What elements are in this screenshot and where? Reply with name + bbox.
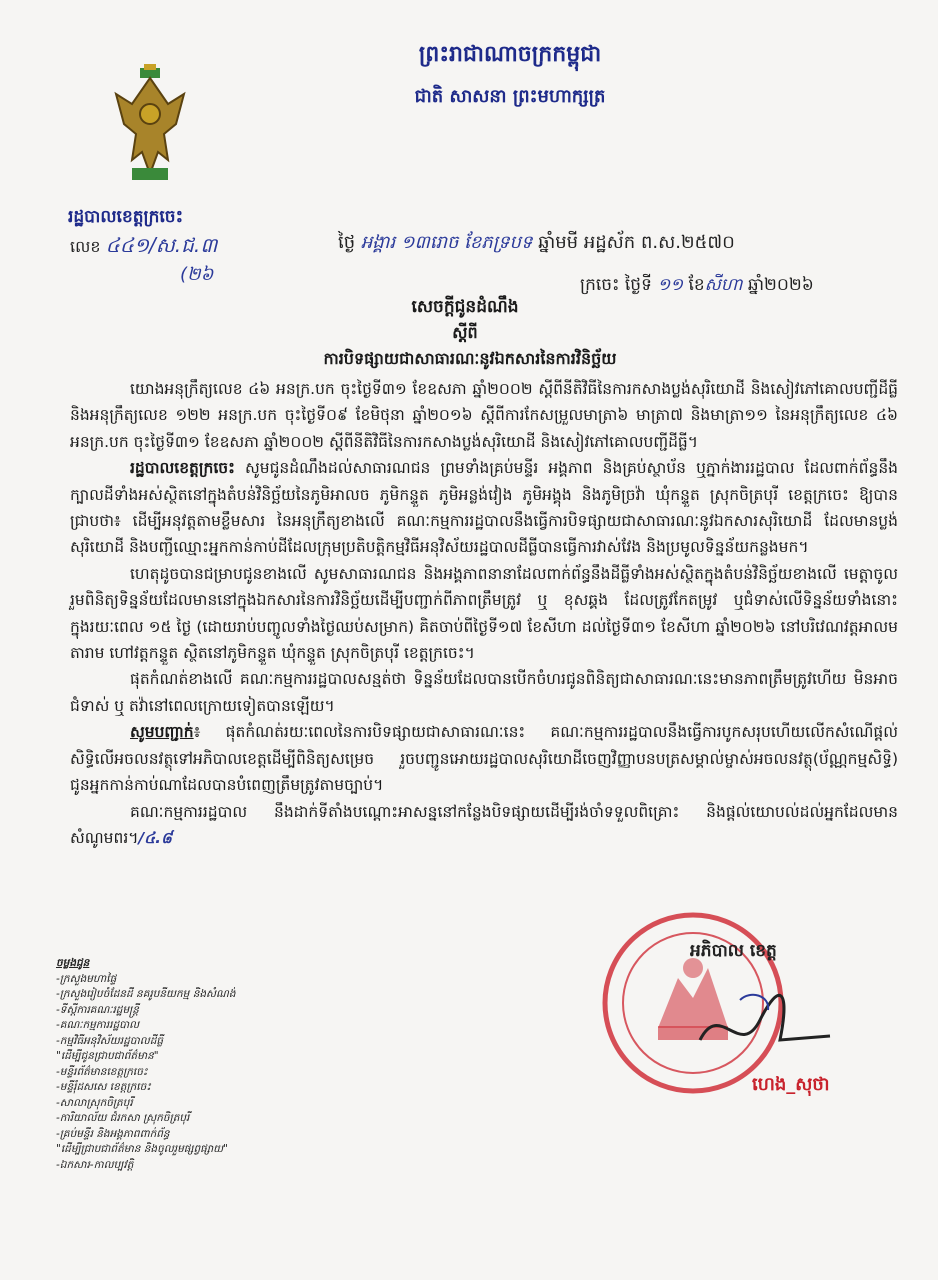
- reference-sub-handwritten: (២៦: [180, 264, 214, 285]
- reference-handwritten: ៤៤១/ស.ជ.៣: [105, 233, 218, 257]
- paragraph-5-lead: សូមបញ្ជាក់: [130, 723, 194, 742]
- royal-emblem-icon: [110, 64, 190, 184]
- cc-item: -ឯកសារ-កាលប្បវត្តិ: [56, 1158, 134, 1171]
- handwritten-signature-icon: [680, 970, 860, 1070]
- paragraph-4: ផុតកំណត់ខាងលើ គណៈកម្មការរដ្ឋបាលសន្មត់ថា ទិន្នន័យដែលបានបើកចំហរជូនពិនិត្យជាសាធារណៈនេះមានភាពត្រឹមត្រូវហើយ មិនអាចជំទាស់ ឬ តវ៉ានៅពេលក្រោយទៀតបានឡើយ។: [70, 670, 898, 715]
- lunar-date: [338, 230, 735, 257]
- solar-date-prefix: ក្រចេះ ថ្ងៃទី: [580, 275, 652, 295]
- solar-date-year: ឆ្នាំ២០២៦: [747, 275, 814, 295]
- paragraph-6-mark: /៤.៨: [138, 828, 172, 847]
- signatory-title: អភិបាល ខេត្ត: [690, 941, 777, 961]
- paragraph-2-lead: រដ្ឋបាលខេត្តក្រចេះ: [130, 459, 235, 478]
- motto-heading: ជាតិ សាសនា ព្រះមហាក្សត្រ: [414, 86, 606, 107]
- paragraph-6: [70, 799, 898, 852]
- reference-number: [70, 232, 217, 262]
- cc-item: -សាលាស្រុកចិត្របុរី: [56, 1096, 133, 1109]
- document-subject: ការបិទផ្សាយជាសាធារណៈនូវឯកសារនៃការវិនិច្ឆ័យ: [323, 349, 617, 368]
- solar-date-month-label: ខែ: [688, 275, 705, 295]
- paragraph-1: យោងអនុក្រឹត្យលេខ ៤៦ អនក្រ.បក ចុះថ្ងៃទី៣១ ខែឧសភា ឆ្នាំ២០០២ ស្តីពីនីតិវិធីនៃការកសាងប្លង់សុរិយោដី និងសៀវភៅគោលបញ្ជីដីធ្លី និងអនុក្រឹត្យលេខ ១២២ អនក្រ.បក ចុះថ្ងៃទី០៩ ខែមិថុនា ឆ្នាំ២០១៦ ស្តីពីការកែសម្រួលមាត្រា៦ មាត្រា៧ និងមាត្រា១១ នៃអនុក្រឹត្យលេខ ៤៦ អនក្រ.បក ចុះថ្ងៃទី៣១ ខែឧសភា ឆ្នាំ២០០២ ស្តីពីនីតិវិធីនៃការកសាងប្លង់សុរិយោដី និងសៀវភៅគោលបញ្ជីដីធ្លី។: [70, 380, 898, 451]
- document-body: [70, 376, 898, 851]
- kingdom-heading: ព្រះរាជាណាចក្រកម្ពុជា: [418, 42, 602, 67]
- cc-item: "ដើម្បីជ្រាបជាព័ត៌មាន និងចូលរួមផ្សព្វផ្សាយ": [56, 1143, 228, 1155]
- cc-heading: ចម្លងជូន: [56, 957, 90, 969]
- lunar-date-handwritten: អង្គារ ១៣រោច ខែភទ្របទ: [360, 232, 533, 253]
- document-about: ស្តីពី: [452, 323, 478, 342]
- paragraph-5-text: ៖ ផុតកំណត់រយៈពេលនៃការបិទផ្សាយជាសាធារណៈនេះ គណៈកម្មការរដ្ឋបាលនឹងធ្វើការបូកសរុបហើយលើកសំណើផ្តល់សិទ្ធិលើអចលនវត្ថុទៅអភិបាលខេត្តដើម្បីពិនិត្យសម្រេច រួចបញ្ជូនអោយរដ្ឋបាលសុរិយោដីចេញវិញ្ញាបនបត្រសម្គាល់ម្ចាស់អចលនវត្ថុ(ប័ណ្ណកម្មសិទ្ធិ) ជូនអ្នកកាន់កាប់ណាដែលបានបំពេញត្រឹមត្រូវតាមច្បាប់។: [70, 723, 898, 795]
- solar-date: [580, 274, 814, 299]
- cc-item: "ដើម្បីជូនជ្រាបជាព័ត៌មាន": [56, 1050, 159, 1062]
- reference-label: លេខ: [70, 237, 101, 256]
- signatory-name: ហេង_សុថា: [752, 1074, 830, 1095]
- paragraph-5: [70, 719, 898, 798]
- lunar-date-suffix: ឆ្នាំមមី អដ្ឋស័ក ព.ស.២៥៧០: [538, 232, 735, 253]
- solar-date-day: ១១: [657, 275, 684, 295]
- cc-item: -មន្ទីរុំដសសេ ខេត្តក្រចេះ: [56, 1081, 151, 1093]
- cc-item: -គ្រប់មន្ទីរ និងអង្គភាពពាក់ព័ន្ធ: [56, 1127, 170, 1140]
- cc-item: -មន្ទីរព័ត៌មានខេត្តក្រចេះ: [56, 1065, 148, 1078]
- paragraph-6-text: គណៈកម្មការរដ្ឋបាល នឹងដាក់ទីតាំងបណ្តោះអាសន្ននៅកន្លែងបិទផ្សាយដើម្បីរង់ចាំទទួលពិគ្រោះ និងផ្តល់យោបល់ដល់អ្នកដែលមានសំណូមពរ។: [70, 802, 898, 847]
- lunar-date-prefix: ថ្ងៃ: [338, 232, 356, 253]
- cc-item: -ទីស្តីការគណៈរដ្ឋមន្ត្រី: [56, 1003, 139, 1016]
- cc-item: -កម្មវិធីអនុវិស័យរដ្ឋបាលដីធ្លី: [56, 1034, 164, 1047]
- cc-item: -ការិយាល័យ ជំរកសា ស្រុកចិត្របុរី: [56, 1112, 190, 1124]
- cc-item: -ក្រសួងមហាផ្ទៃ: [56, 972, 117, 985]
- solar-date-month: សីហា: [704, 275, 743, 295]
- paragraph-2-text: សូមជូនដំណឹងដល់សាធារណជន ព្រមទាំងគ្រប់មន្ទីរ អង្គភាព និងគ្រប់ស្ថាប័ន ឬភ្នាក់ងាររដ្ឋបាល ដែលពាក់ព័ន្ធនឹងក្បាលដីទាំងអស់ស្ថិតនៅក្នុងតំបន់វិនិច្ឆ័យនៃភូមិអាលច ភូមិកន្ទួត ភូមិអន្លង់វៀង ភូមិអង្គុង និងភូមិច្រវ៉ា ឃុំកន្ទួត ស្រុកចិត្របុរី ខេត្តក្រចេះ ឱ្យបានជ្រាបថា៖ ដើម្បីអនុវត្តតាមខ្លឹមសារ នៃអនុក្រឹត្យខាងលើ គណៈកម្មការរដ្ឋបាលនឹងធ្វើការបិទផ្សាយជាសាធារណៈនូវឯកសារសុរិយោដី ដែលមានប្លង់សុរិយោដី និងបញ្ជីឈ្មោះអ្នកកាន់កាប់ដីដែលក្រុមប្រតិបត្តិកម្មវិធីអនុវិស័យរដ្ឋបាលដីធ្លីបានធ្វើការវាស់វែង និងប្រមូលទិន្នន័យកន្លងមក។: [70, 459, 898, 557]
- cc-item: -ក្រសួងរៀបចំដែនដី នគរូបនីយកម្ម និងសំណង់: [56, 988, 236, 1000]
- paragraph-2: [70, 455, 898, 561]
- issuing-authority: រដ្ឋបាលខេត្តក្រចេះ: [68, 207, 184, 227]
- cc-item: -គណៈកម្មការរដ្ឋបាល: [56, 1019, 140, 1031]
- paragraph-3: ហេតុដូចបានជម្រាបជូនខាងលើ សូមសាធារណជន និងអង្គភាពនានាដែលពាក់ព័ន្ធនឹងដីធ្លីទាំងអស់ស្ថិតក្នុងតំបន់វិនិច្ឆ័យខាងលើ មេត្តាចូលរួមពិនិត្យទិន្នន័យដែលមាននៅក្នុងឯកសារនៃការវិនិច្ឆ័យដើម្បីបញ្ជាក់ពីភាពត្រឹមត្រូវ ឬ ខុសឆ្គង ដែលត្រូវកែតម្រូវ ឬជំទាស់លើទិន្នន័យទាំងនោះ ក្នុងរយៈពេល ១៥ ថ្ងៃ (ដោយរាប់បញ្ចូលទាំងថ្ងៃឈប់សម្រាក) គិតចាប់ពីថ្ងៃទី១៧ ខែសីហា ដល់ថ្ងៃទី៣១ ខែសីហា ឆ្នាំ២០២៦ នៅបរិវេណវត្តអាលមតារាម ហៅវត្តកន្ទួត ស្ថិតនៅភូមិកន្ទួត ឃុំកន្ទួត ស្រុកចិត្របុរី ខេត្តក្រចេះ។: [70, 564, 898, 663]
- document-title: សេចក្តីជូនដំណឹង: [411, 297, 519, 317]
- copy-distribution-list: [56, 956, 316, 1173]
